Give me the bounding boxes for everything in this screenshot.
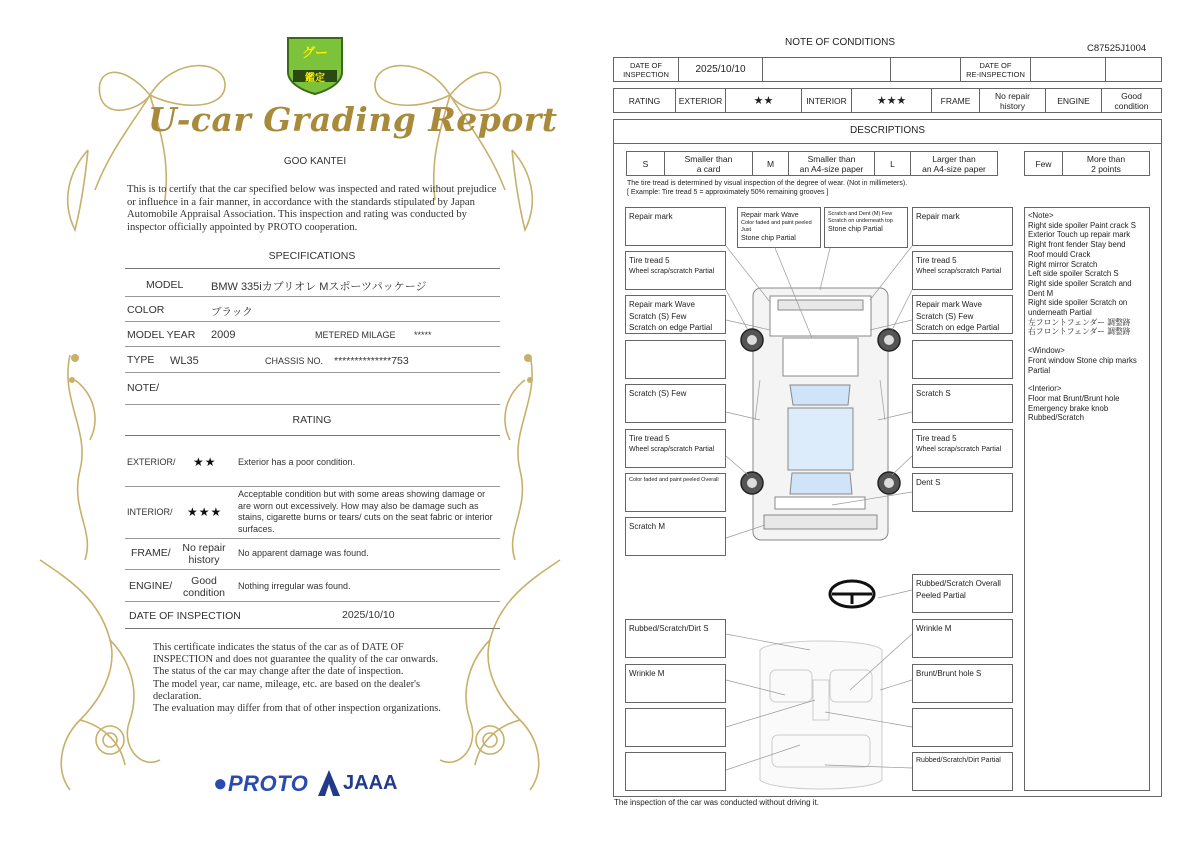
note-label: NOTE/	[127, 382, 160, 394]
footer-line: This certificate indicates the status of the car as of DATE OF	[153, 642, 404, 653]
damage-box-left-1	[625, 207, 726, 246]
interior-box-left-2	[625, 664, 726, 703]
note-line: Front window Stone chip marks Partial	[1028, 355, 1137, 375]
damage-box-center-2	[824, 207, 908, 248]
divider	[125, 404, 500, 405]
damage-box-left-4	[625, 340, 726, 379]
date-of-inspection-label: DATE OF INSPECTION	[129, 610, 241, 622]
legend-line: a card	[696, 163, 721, 174]
note-line: Right side spoiler Paint crack S	[1028, 220, 1136, 230]
interior-box-left-1	[625, 619, 726, 658]
legend-line: Smaller than	[684, 153, 733, 164]
damage-text: Color faded and paint peeled Just	[741, 220, 812, 233]
damage-text: Scratch S	[916, 389, 951, 398]
interior-stars: ★★★	[852, 89, 932, 112]
label-line: DATE OF	[630, 60, 662, 70]
damage-text: Rubbed/Scratch/Dirt Partial	[916, 757, 1001, 764]
note-of-conditions-sheet	[600, 0, 1200, 848]
model-label: MODEL	[146, 279, 184, 291]
value-line: Good	[1121, 90, 1142, 101]
engine-label: ENGINE	[1046, 89, 1102, 112]
interior-box-right-3	[912, 664, 1013, 703]
damage-text: Rubbed/Scratch Overall	[916, 579, 1001, 588]
interior-box-left-4	[625, 752, 726, 791]
footer-line: The status of the car may change after the date of inspection.	[153, 666, 404, 678]
notes-panel	[1024, 207, 1150, 791]
divider	[125, 569, 500, 570]
damage-box-right-1	[912, 207, 1013, 246]
damage-text: Scratch on edge Partial	[629, 323, 713, 332]
legend-few: Few	[1025, 152, 1063, 175]
interior-box-right-2	[912, 619, 1013, 658]
damage-box-right-7	[912, 473, 1013, 512]
color-value: ブラック	[211, 306, 253, 318]
damage-text: Rubbed/Scratch/Dirt S	[629, 624, 709, 633]
divider	[125, 268, 500, 269]
damage-text: Repair mark Wave	[741, 212, 799, 219]
model-year-label: MODEL YEAR	[127, 329, 196, 341]
frame-description: No apparent damage was found.	[238, 548, 369, 558]
model-year-value: 2009	[211, 329, 236, 341]
footer-line: declaration.	[153, 690, 202, 702]
date-of-inspection-value: 2025/10/10	[342, 609, 395, 621]
label-line: RE-INSPECTION	[966, 69, 1025, 79]
damage-box-center-1	[737, 207, 821, 248]
sheet-title: NOTE OF CONDITIONS	[785, 37, 895, 48]
divider	[125, 538, 500, 539]
damage-text: Tire tread 5	[916, 434, 957, 443]
chassis-label: CHASSIS NO.	[265, 356, 324, 366]
legend-line: Larger than	[932, 153, 976, 164]
divider	[125, 601, 500, 602]
rating-heading: RATING	[292, 414, 332, 426]
note-line: Left side spoiler Scratch S	[1028, 269, 1119, 279]
damage-text: Repair mark Wave	[916, 300, 982, 309]
damage-box-right-2	[912, 251, 1013, 290]
certificate-footer	[153, 642, 483, 715]
exterior-stars: ★★	[726, 89, 802, 112]
damage-box-left-8	[625, 517, 726, 556]
tread-note-2: [ Example: Tire tread 5 = approximately 50% remaining grooves ]	[627, 189, 829, 196]
damage-box-left-3	[625, 295, 726, 334]
damage-box-right-5	[912, 384, 1013, 423]
interior-box-left-3	[625, 708, 726, 747]
legend-l: L	[875, 152, 911, 175]
chassis-value: **************753	[334, 355, 409, 367]
interior-label: INTERIOR/	[127, 507, 173, 517]
note-line: Right side spoiler Scratch on underneath Partial	[1028, 298, 1128, 318]
interior-description: Acceptable condition but with some areas showing damage or are worn out excessively. How may also be damage such as stains, cigarette burns or tears/ cuts on the seat fabric or interior surfaces.	[238, 489, 493, 534]
value-line: history	[999, 100, 1026, 111]
damage-text: Stone chip Partial	[741, 235, 796, 242]
frame-label: FRAME/	[131, 547, 171, 559]
certificate-subtitle: GOO KANTEI	[283, 156, 347, 167]
value-line: condition	[1114, 100, 1149, 111]
sheet-code: C87525J1004	[1087, 43, 1147, 54]
engine-value-line1: Good	[191, 575, 217, 587]
date-of-inspection-value: 2025/10/10	[679, 58, 763, 81]
badge-text-top: グー	[301, 45, 328, 60]
damage-text: Wrinkle M	[916, 624, 952, 633]
interior-box-right-1	[912, 574, 1013, 613]
damage-text: Peeled Partial	[916, 590, 966, 600]
note-line: Roof mould Crack	[1028, 249, 1091, 259]
value-line: No repair	[995, 90, 1030, 101]
jaaa-logo-icon	[318, 770, 340, 796]
note-line: Right mirror Scratch	[1028, 259, 1098, 269]
divider	[125, 435, 500, 436]
damage-text: Stone chip Partial	[828, 226, 883, 233]
note-line: 左フロントフェンダー 調整跡	[1028, 317, 1131, 327]
damage-text: Color faded and paint peeled Overall	[629, 477, 719, 483]
engine-value-line2: condition	[182, 587, 226, 599]
note-line: Right side spoiler Scratch and Dent M	[1028, 278, 1132, 298]
frame-label: FRAME	[932, 89, 980, 112]
note-line: <Note>	[1028, 211, 1054, 220]
footer-line: The evaluation may differ from that of other inspection organizations.	[153, 703, 441, 715]
metered-mileage-label: METERED MILAGE	[315, 330, 396, 340]
exterior-label: EXTERIOR/	[127, 457, 176, 467]
proto-logo-text: PROTO	[228, 771, 309, 796]
badge-text-bottom: 鑑定	[305, 73, 325, 84]
divider	[125, 628, 500, 629]
damage-text: Scratch on underneath top	[828, 218, 893, 224]
divider	[125, 372, 500, 373]
damage-text: Brunt/Brunt hole S	[916, 669, 982, 678]
damage-text: Repair mark	[629, 212, 673, 221]
certificate-title: U-car Grading Report	[148, 100, 558, 139]
certificate-intro: This is to certify that the car specified below was inspected and rated without prejudice or influence in a fair manner, in accordance with the standards stipulated by Japan Automobile Appraisal Association. This inspection and rating was conducted by inspector officially appointed by PROTO cooperation.	[127, 184, 497, 233]
interior-box-right-5	[912, 752, 1013, 791]
color-label: COLOR	[127, 304, 165, 316]
note-line: <Interior>	[1028, 384, 1062, 394]
interior-box-right-4	[912, 708, 1013, 747]
specifications-heading: SPECIFICATIONS	[268, 250, 356, 262]
note-line: Right front fender Stay bend	[1028, 240, 1126, 250]
legend-line: More than	[1086, 153, 1126, 164]
jaaa-logo: JAAA	[343, 772, 398, 794]
damage-text: Scratch (S) Few	[916, 311, 974, 321]
damage-text: Wheel scrap/scratch Partial	[916, 267, 1002, 275]
metered-mileage-value: *****	[414, 330, 432, 340]
type-value: WL35	[170, 355, 199, 367]
legend-s: S	[627, 152, 665, 175]
note-line: 右フロントフェンダー 調整跡	[1028, 327, 1131, 337]
legend-line: an A4-size paper	[799, 163, 864, 174]
damage-text: Wheel scrap/scratch Partial	[629, 267, 715, 275]
damage-box-left-7	[625, 473, 726, 512]
damage-text: Scratch M	[629, 522, 666, 531]
legend-line: 2 points	[1091, 163, 1121, 174]
damage-text: Scratch on edge Partial	[916, 323, 1000, 332]
damage-box-right-6	[912, 429, 1013, 468]
damage-box-right-4	[912, 340, 1013, 379]
damage-box-left-5	[625, 384, 726, 423]
damage-text: Wheel scrap/scratch Partial	[916, 445, 1002, 453]
damage-text: Tire tread 5	[629, 256, 670, 265]
note-line: Exterior Touch up repair mark	[1028, 230, 1131, 240]
divider	[125, 321, 500, 322]
divider	[125, 486, 500, 487]
damage-text: Dent S	[916, 478, 941, 487]
damage-text: Scratch (S) Few	[629, 389, 687, 398]
descriptions-heading: DESCRIPTIONS	[849, 125, 925, 136]
tread-note-1: The tire tread is determined by visual inspection of the degree of wear. (Not in millimeters).	[627, 180, 908, 187]
damage-box-left-2	[625, 251, 726, 290]
damage-text: Scratch (S) Few	[629, 311, 687, 321]
type-label: TYPE	[127, 354, 155, 366]
divider	[125, 296, 500, 297]
damage-text: Tire tread 5	[629, 434, 670, 443]
engine-label: ENGINE/	[129, 580, 173, 592]
damage-box-left-6	[625, 429, 726, 468]
legend-line: an A4-size paper	[922, 163, 986, 174]
sheet-footer: The inspection of the car was conducted without driving it.	[614, 798, 819, 807]
exterior-description: Exterior has a poor condition.	[238, 457, 356, 467]
footer-line: The model year, car name, mileage, etc. are based on the dealer's	[153, 678, 421, 690]
legend-m: M	[753, 152, 789, 175]
footer-line: INSPECTION and does not guarantee the quality of the car onwards.	[153, 654, 439, 666]
legend-line: Smaller than	[807, 153, 856, 164]
damage-text: Wrinkle M	[629, 669, 665, 678]
engine-description: Nothing irregular was found.	[238, 581, 351, 591]
proto-logo: ●PROTO	[213, 770, 309, 797]
damage-box-right-3	[912, 295, 1013, 334]
note-spacer	[1028, 337, 1146, 346]
damage-text: Scratch and Dent (M) Few	[828, 211, 893, 217]
damage-text: Tire tread 5	[916, 256, 957, 265]
exterior-stars: ★★	[193, 455, 217, 469]
note-spacer	[1028, 375, 1146, 384]
rating-label: RATING	[614, 89, 676, 112]
label-line: DATE OF	[979, 60, 1012, 70]
note-line: <Window>	[1028, 346, 1065, 356]
note-line: Emergency brake knob Rubbed/Scratch	[1028, 403, 1109, 423]
divider	[125, 346, 500, 347]
damage-text: Repair mark Wave	[629, 300, 695, 309]
interior-stars: ★★★	[187, 505, 223, 519]
model-value: BMW 335iカブリオレ Mスポーツパッケージ	[211, 281, 427, 293]
exterior-label: EXTERIOR	[676, 89, 726, 112]
damage-text: Repair mark	[916, 212, 960, 221]
damage-text: Wheel scrap/scratch Partial	[629, 445, 715, 453]
note-line: Floor mat Brunt/Brunt hole	[1028, 393, 1120, 403]
frame-value-line2: history	[188, 554, 220, 566]
frame-value-line1: No repair	[182, 542, 226, 554]
interior-label: INTERIOR	[802, 89, 852, 112]
label-line: INSPECTION	[623, 69, 669, 79]
